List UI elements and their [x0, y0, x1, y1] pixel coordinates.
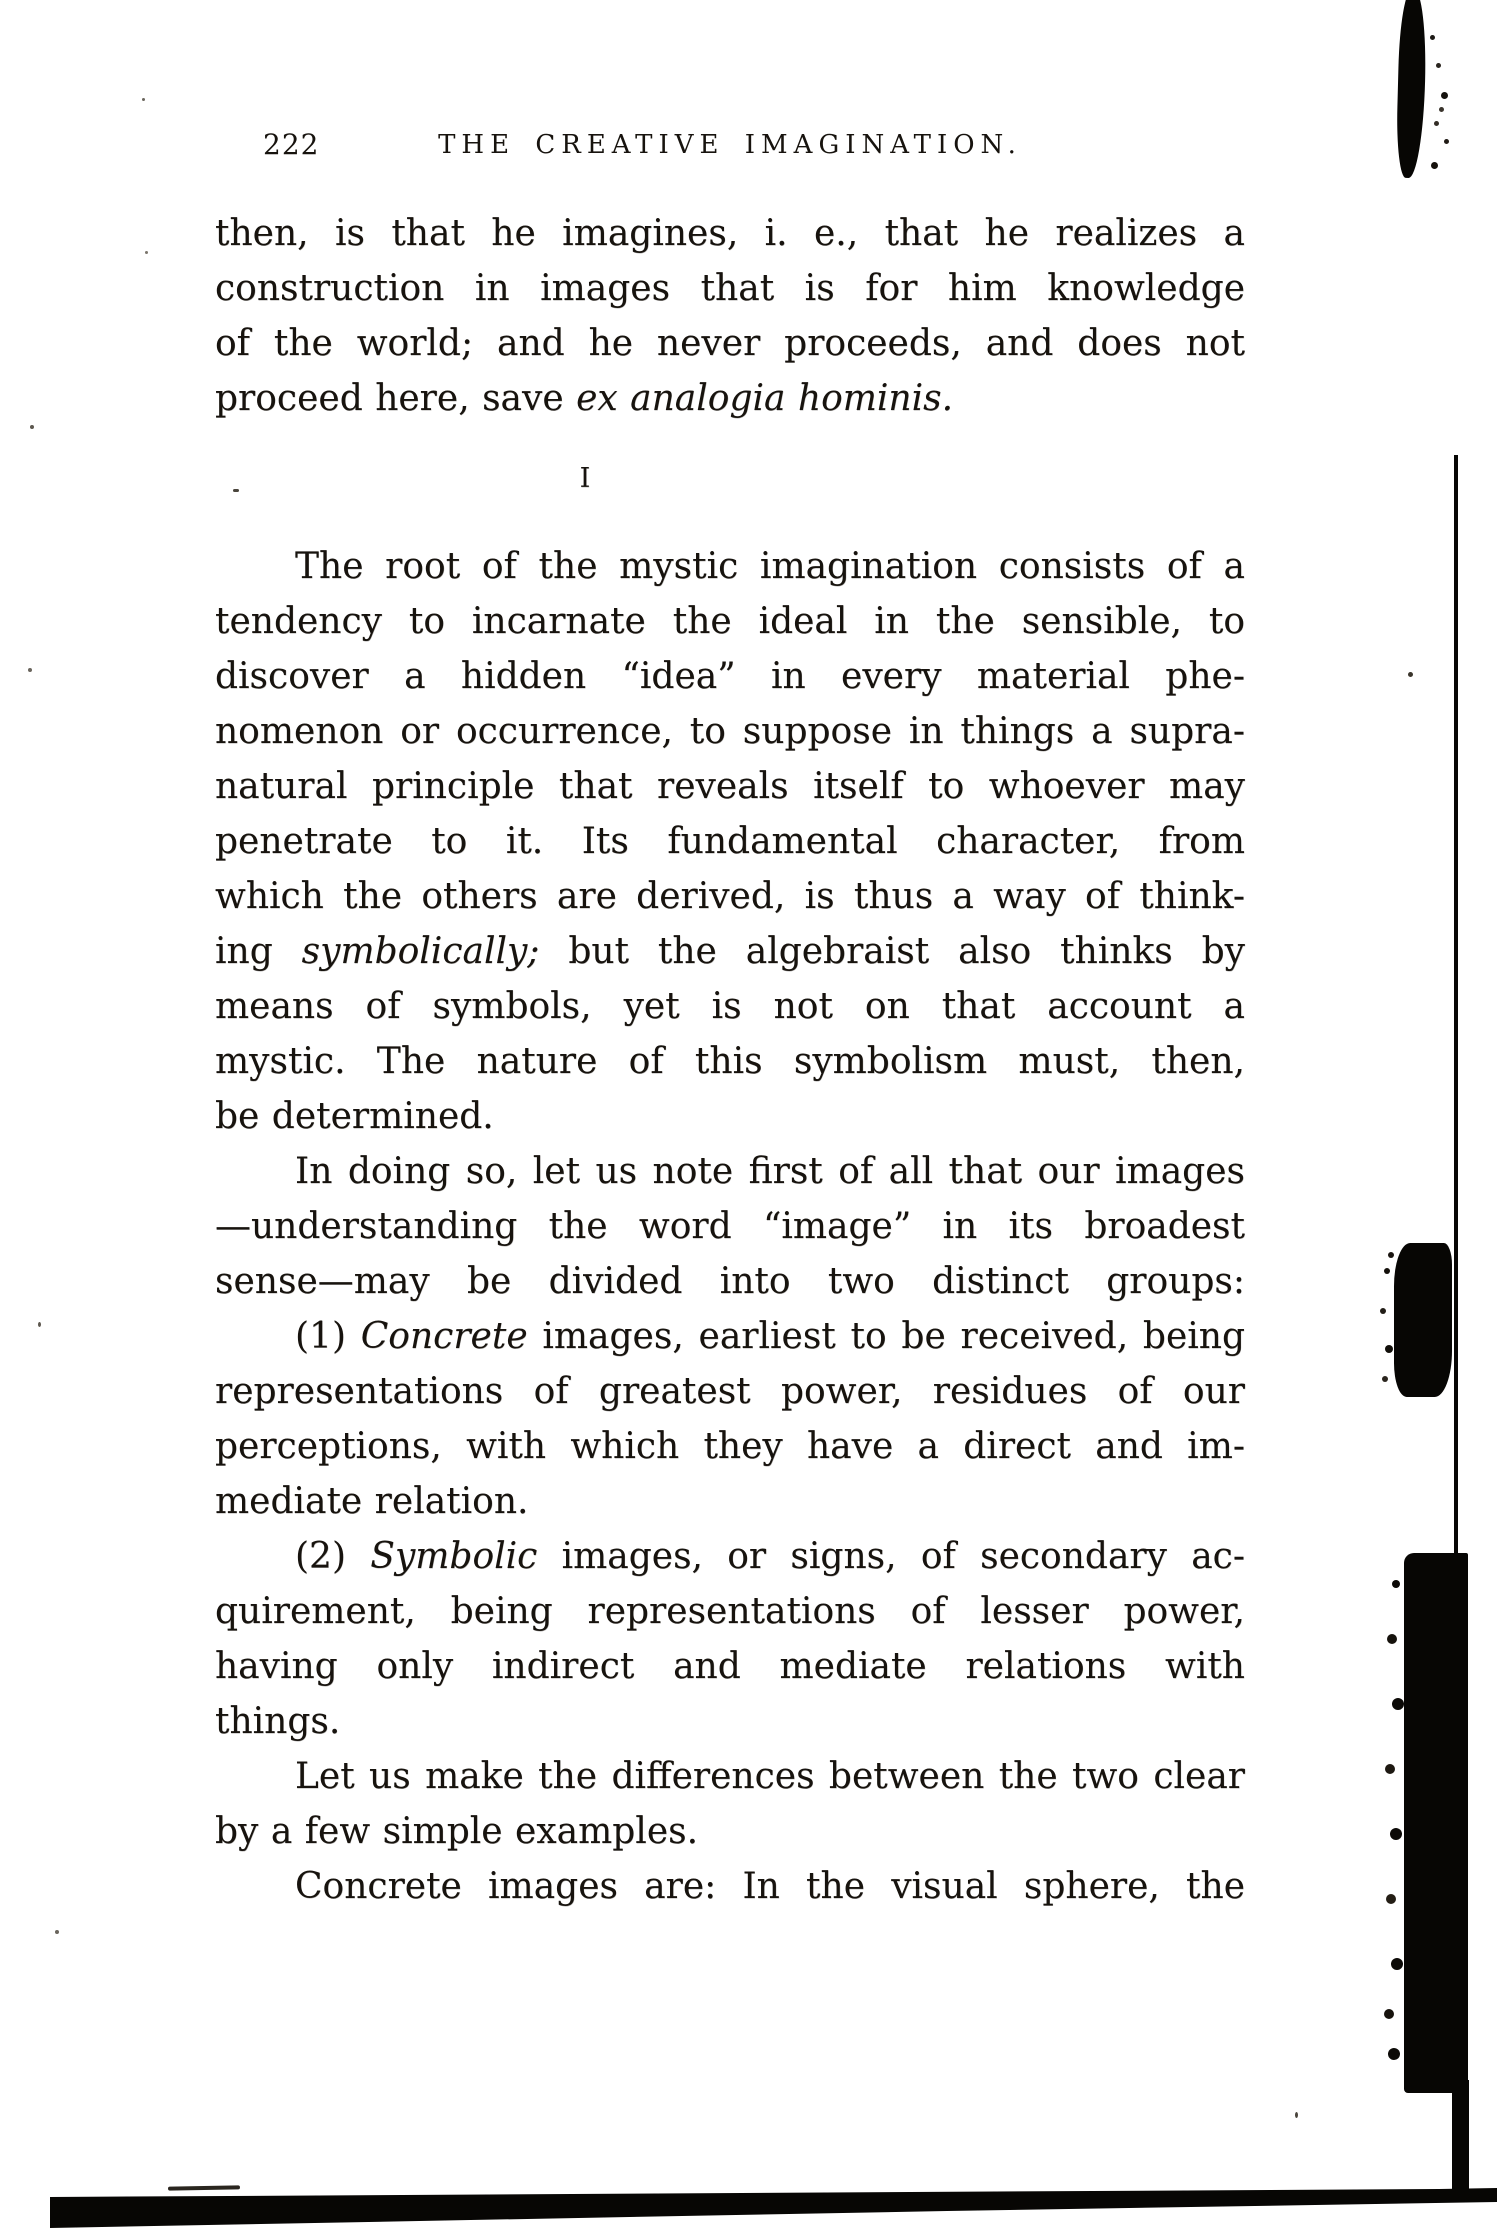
- ink-speck: [145, 251, 148, 254]
- text-line: construction in images that is for him knowledge: [215, 268, 1245, 309]
- text-line: then, is that he imagines, i. e., that he realizes a: [215, 213, 1245, 254]
- text-line: (1) Concrete images, earliest to be received, being: [295, 1316, 1246, 1357]
- ink-speck: [1408, 672, 1413, 677]
- ink-speck: [38, 1322, 41, 1327]
- text-line: discover a hidden “idea” in every material phe-: [215, 656, 1245, 697]
- ink-stain-top-right: [1396, 0, 1428, 178]
- text-line: mediate relation.: [215, 1481, 529, 1522]
- ink-speckles: [1392, 1580, 1400, 1588]
- paragraph: [215, 1859, 1245, 1914]
- text-line: of the world; and he never proceeds, and does not: [215, 323, 1245, 364]
- text-line: Concrete images are: In the visual sphere, the: [295, 1866, 1245, 1907]
- page-edge-bar: [50, 2185, 1497, 2233]
- text-line: nomenon or occurrence, to suppose in things a supra-: [215, 711, 1245, 752]
- ink-speck: [1295, 2112, 1298, 2118]
- text-line: (2) Symbolic images, or signs, of secondary ac-: [295, 1536, 1246, 1577]
- text-line: penetrate to it. Its fundamental character, from: [215, 821, 1245, 862]
- ink-speck: [30, 425, 34, 429]
- text-line: quirement, being representations of lesser power,: [215, 1591, 1245, 1632]
- text-line: by a few simple examples.: [215, 1811, 699, 1852]
- text-line: means of symbols, yet is not on that account a: [215, 986, 1245, 1027]
- text-line: The root of the mystic imagination consists of a: [295, 546, 1245, 587]
- text-line: natural principle that reveals itself to whoever may: [215, 766, 1245, 807]
- text-line: proceed here, save ex analogia hominis.: [215, 378, 954, 419]
- ink-stain-mid-right: [1394, 1243, 1452, 1397]
- binding-shadow-connector: [1452, 2080, 1469, 2200]
- binding-shadow-band: [1404, 1553, 1468, 2093]
- text-line: having only indirect and mediate relations with: [215, 1646, 1245, 1687]
- ink-speckles: [1384, 1268, 1390, 1274]
- paragraph: [215, 1749, 1245, 1859]
- text-line: be determined.: [215, 1096, 494, 1137]
- ink-speck: [233, 489, 239, 492]
- text-line: ing symbolically; but the algebraist also thinks by: [215, 931, 1245, 972]
- binding-edge-line: [1454, 455, 1458, 1560]
- ink-speck: [55, 1930, 59, 1934]
- text-line: sense—may be divided into two distinct groups:: [215, 1261, 1245, 1302]
- section-heading: I: [579, 463, 591, 494]
- paragraph: [215, 1529, 1245, 1749]
- ink-speckles: [1430, 35, 1435, 40]
- page-number: 222: [263, 128, 320, 161]
- text-line: perceptions, with which they have a direct and im-: [215, 1426, 1245, 1467]
- running-title: THE CREATIVE IMAGINATION.: [438, 130, 1022, 160]
- text-line: things.: [215, 1701, 341, 1742]
- paragraph: [215, 1144, 1245, 1309]
- paragraph: [215, 1309, 1245, 1529]
- page-header: [215, 126, 1245, 166]
- ink-smudge: [168, 2185, 240, 2190]
- paragraph: [215, 539, 1245, 1144]
- text-line: —understanding the word “image” in its broadest: [215, 1206, 1245, 1247]
- text-line: mystic. The nature of this symbolism must, then,: [215, 1041, 1245, 1082]
- paragraph: [215, 206, 1245, 426]
- text-line: In doing so, let us note first of all that our images: [295, 1151, 1245, 1192]
- ink-speck: [142, 98, 145, 101]
- text-line: tendency to incarnate the ideal in the sensible, to: [215, 601, 1245, 642]
- text-line: Let us make the differences between the two clear: [295, 1756, 1245, 1797]
- text-line: which the others are derived, is thus a way of think-: [215, 876, 1245, 917]
- text-line: representations of greatest power, residues of our: [215, 1371, 1245, 1412]
- ink-speck: [28, 668, 32, 672]
